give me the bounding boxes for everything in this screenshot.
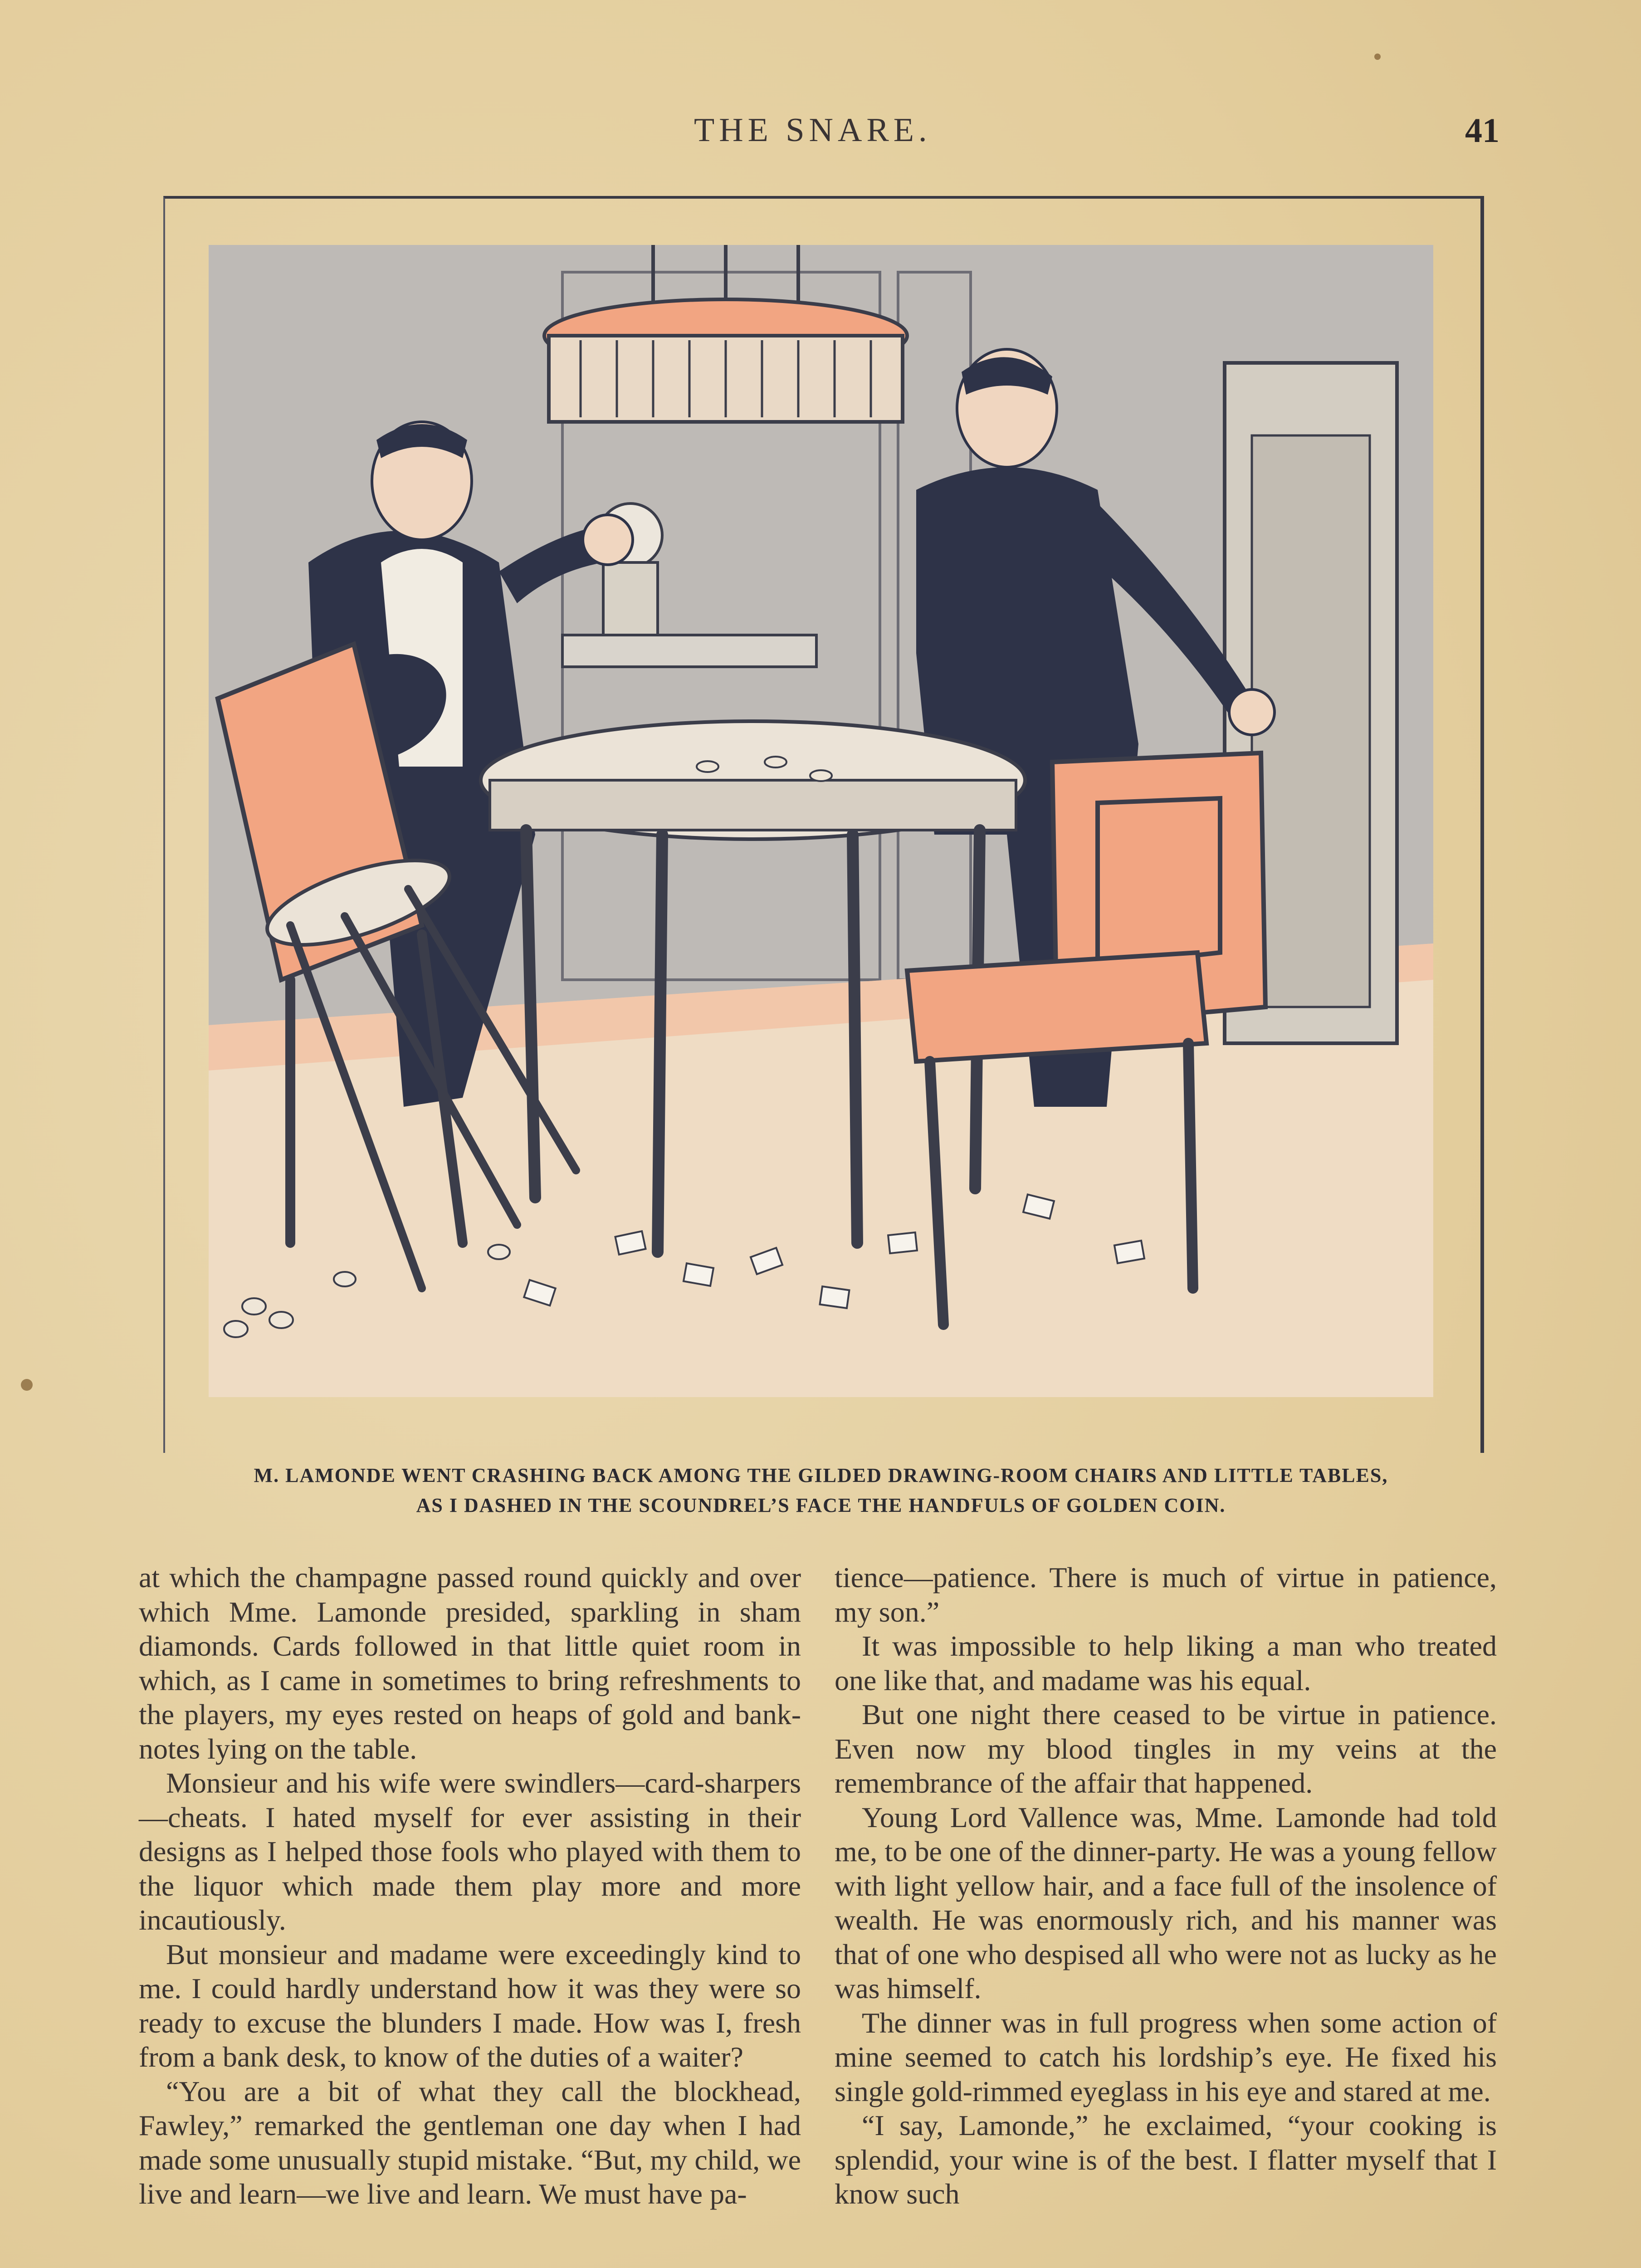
caption-line: AS I DASHED IN THE SCOUNDREL’S FACE THE HANDFULS OF GOLDEN COIN. [416, 1494, 1226, 1516]
illustration-caption [136, 1461, 1506, 1520]
left-text-column [139, 1560, 801, 2211]
page-number: 41 [1465, 112, 1499, 150]
paragraph: tience—patience. There is much of virtue in patience, my son.” [835, 1561, 1497, 1628]
paragraph: “I say, Lamonde,” he exclaimed, “your cooking is splendid, your wine is of the best. I flatter myself that I know such [835, 2109, 1497, 2210]
paragraph: Monsieur and his wife were swindlers—card-sharpers—cheats. I hated myself for ever assisting in their designs as I helped those fools who played with them to the liquor which made them play more and more incautiously. [139, 1767, 801, 1936]
paragraph: It was impossible to help liking a man who treated one like that, and madame was his equal. [835, 1630, 1497, 1696]
right-text-column [835, 1560, 1497, 2211]
illustration-icon [209, 245, 1433, 1397]
paragraph: But one night there ceased to be virtue in patience. Even now my blood tingles in my veins at the remembrance of the affair that happened. [835, 1698, 1497, 1799]
caption-line: M. LAMONDE WENT CRASHING BACK AMONG THE GILDED DRAWING-ROOM CHAIRS AND LITTLE TABLES, [254, 1464, 1388, 1486]
paper-speck [1374, 54, 1381, 60]
paper-speck [21, 1379, 33, 1391]
page-header [0, 111, 1641, 161]
paragraph: Young Lord Vallence was, Mme. Lamonde had told me, to be one of the dinner-party. He was a young fellow with light yellow hair, and a face full of the insolence of wealth. He was enormously rich, and his manner was that of one who despised all who were not as lucky as he was himself. [835, 1801, 1497, 2004]
paragraph: “You are a bit of what they call the blockhead, Fawley,” remarked the gentleman one day when I had made some unusually stupid mistake. “But, my child, we live and learn—we live and learn. We must have pa- [139, 2075, 801, 2210]
running-title: THE SNARE. [694, 112, 932, 149]
paragraph: But monsieur and madame were exceedingly kind to me. I could hardly understand how it was they were so ready to excuse the blunders I made. How was I, fresh from a bank desk, to know of the duties of a waiter? [139, 1938, 801, 2073]
paragraph: at which the champagne passed round quickly and over which Mme. Lamonde presided, sparkling in sham diamonds. Cards followed in that little quiet room in which, as I came in sometimes to bring refreshments to the players, my eyes rested on heaps of gold and bank-notes lying on the table. [139, 1561, 801, 1765]
paragraph: The dinner was in full progress when some action of mine seemed to catch his lordship’s eye. He fixed his single gold-rimmed eyeglass in his eye and stared at me. [835, 2006, 1497, 2107]
